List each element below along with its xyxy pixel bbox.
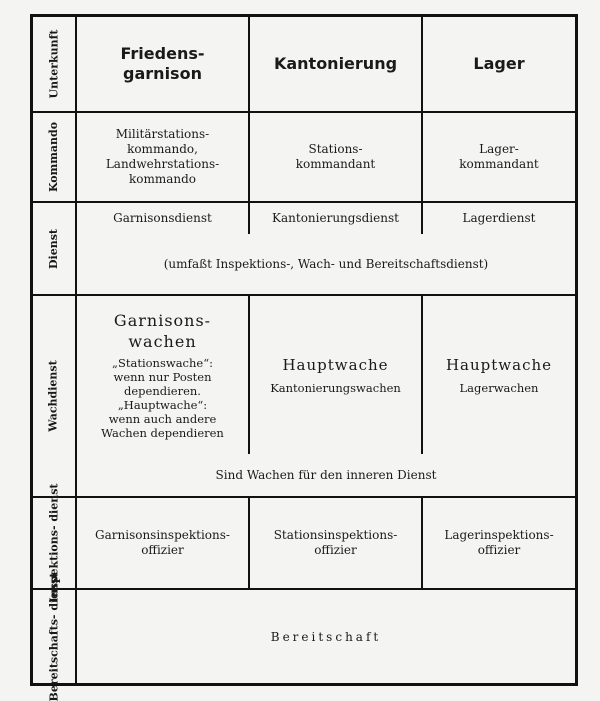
- row-label-wachdienst: [33, 296, 75, 496]
- cell-stationsinspektionsoffizier: Stationsinspektions- offizier: [273, 528, 398, 557]
- row-label-text: Bereitschafts- dienst: [47, 572, 60, 701]
- cell-hauptwache-kantonierung: [250, 296, 421, 454]
- garnisonswachen-text: „Stationswache“: wenn nur Posten dependieren. „Hauptwache“: wenn auch andere Wachen dependieren: [101, 356, 224, 440]
- cell-stationskommandant: Stations- kommandant: [295, 142, 376, 171]
- garnisonswachen-title: Garnisons- wachen: [113, 311, 212, 351]
- hauptwache-title: Hauptwache: [282, 356, 389, 374]
- cell-garnisonsinspektionsoffizier: Garnisonsinspektions- offizier: [95, 528, 230, 557]
- hauptwache-title: Hauptwache: [445, 356, 553, 374]
- row-label-text: Kommando: [47, 121, 60, 193]
- row-label-kommando: [33, 113, 75, 201]
- cell-lagerinspektionsoffizier: Lagerinspektions- offizier: [444, 528, 554, 557]
- cell-kantonierungsdienst: Kantonierungsdienst: [272, 211, 399, 225]
- wachdienst-note: Sind Wachen für den inneren Dienst: [215, 467, 437, 482]
- kantonierungswachen-text: Kantonierungswachen: [270, 381, 401, 395]
- cell-lagerdienst: Lagerdienst: [462, 211, 536, 225]
- organization-table: [30, 14, 578, 701]
- cell-garnisonswachen: [77, 296, 248, 454]
- cell-militaerstationskommando: Militärstations- kommando, Landwehrstations- kommando: [105, 127, 220, 186]
- cell-bereitschaft: Bereitschaft: [270, 629, 382, 644]
- cell-lagerkommandant: Lager- kommandant: [459, 142, 539, 171]
- cell-lager: Lager: [473, 54, 525, 73]
- lagerwachen-text: Lagerwachen: [459, 381, 539, 395]
- cell-friedensgarnison: Friedens- garnison: [120, 44, 205, 83]
- row-label-text: Wachdienst: [47, 360, 60, 432]
- row-label-text: Dienst: [47, 228, 60, 269]
- cell-kantonierung: Kantonierung: [273, 54, 398, 73]
- row-label-text: Inspektions- dienst: [47, 483, 61, 603]
- row-label-dienst: [33, 203, 75, 294]
- row-label-text: Unterkunft: [47, 29, 60, 99]
- cell-garnisonsdienst: Garnisonsdienst: [113, 211, 212, 225]
- dienst-note: (umfaßt Inspektions-, Wach- und Bereitschaftsdienst): [163, 256, 489, 271]
- row-label-bereitschaftsdienst: [33, 572, 75, 701]
- row-label-unterkunft: [33, 17, 75, 111]
- cell-hauptwache-lager: [423, 296, 575, 454]
